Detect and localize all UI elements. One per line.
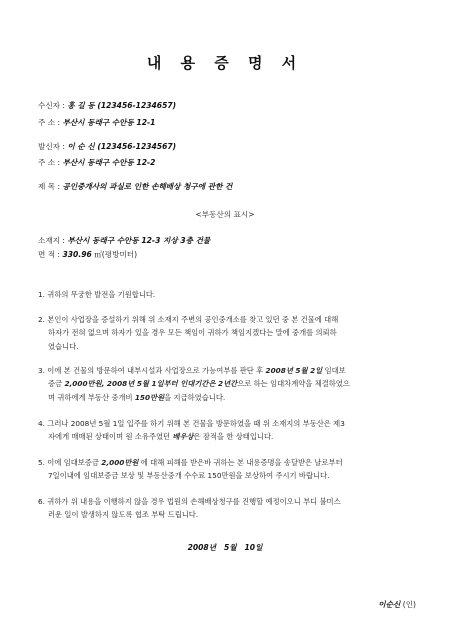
area-line	[38, 250, 137, 260]
subject-line	[38, 182, 232, 192]
sender-address-line	[38, 158, 155, 168]
paragraph-4	[38, 417, 426, 444]
document-date: 2008년 5월 10일	[187, 543, 263, 552]
paragraph-6-line-1: 6. 귀하가 위 내용을 이행하지 않을 경우 법원의 손해배상청구를 진행할 예정이오니 부디 불미스	[38, 497, 341, 506]
paragraph-5-line-1	[38, 456, 426, 469]
paragraph-3-line-1-hand: 2008년 5월 2일	[265, 366, 323, 375]
recipient-address-value: 부산시 동래구 수안동 12-1	[62, 118, 156, 127]
recipient-address-label: 주 소 :	[38, 118, 61, 127]
paragraph-5-line-1-pre: 5. 이에 임대보증금	[38, 458, 99, 467]
document-title: 내 용 증 명 서	[146, 54, 304, 72]
sender-address-label: 주 소 :	[38, 158, 61, 167]
property-heading: <부동산의 표시>	[195, 210, 255, 219]
area-label: 면 적 :	[38, 250, 61, 259]
recipient-value: 홍 길 동 (123456-1234657)	[67, 101, 177, 110]
paragraph-3-line-1-post: 임대보	[324, 366, 346, 375]
paragraph-2-line-3: 였습니다.	[48, 341, 79, 351]
recipient-address-line	[38, 118, 155, 128]
sender-value: 이 순 신 (123456-1234567)	[67, 142, 177, 151]
paragraph-5-line-2: 7일이내에 임대보증금 보상 및 부동산중개 수수료 150만원을 보상하여 주시기 바랍니다.	[48, 471, 330, 481]
location-line	[38, 236, 210, 246]
paragraph-3	[38, 364, 426, 404]
signature-name: 이순신	[378, 600, 401, 609]
paragraph-4-line-2	[38, 430, 426, 443]
paragraph-5-line-1-hand: 2,000만원	[101, 458, 139, 467]
paragraph-3-line-3-hand: 150만원	[134, 392, 165, 402]
paragraph-3-line-2-pre: 증금	[48, 379, 63, 389]
recipient-line	[38, 101, 176, 111]
paragraph-5	[38, 456, 426, 483]
location-value: 부산시 동래구 수안동 12-3 지상 3층 건물	[67, 236, 211, 245]
paragraph-2-line-2: 하자가 전혀 없으며 하자가 있을 경우 모든 책임이 귀하가 책임지겠다는 말에 중개를 의뢰하	[48, 328, 337, 338]
paragraph-1	[38, 288, 426, 301]
paragraph-4-line-1: 4. 그러나 2008년 5월 1일 입주를 하기 위해 본 건물을 방문하였을 때 위 소재지의 부동산은 제3	[38, 419, 345, 428]
sender-line	[38, 142, 176, 152]
area-value: 330.96	[62, 250, 92, 259]
paragraph-2-line-1: 2. 본인이 사업장을 증설하기 위해 위 소재지 주변의 공인중개소를 찾고 있던 중 본 건물에 대해	[38, 315, 339, 324]
subject-label: 제 목 :	[38, 182, 61, 191]
paragraph-2	[38, 313, 426, 353]
paragraph-6	[38, 495, 426, 522]
paragraph-4-line-2-hand: 배우상	[172, 432, 194, 442]
sender-address-value: 부산시 동래구 수안동 12-2	[62, 158, 156, 167]
paragraph-5-line-1-post: 에 대해 피해를 받은바 귀하는 본 내용증명을 송달받은 날로부터	[140, 458, 343, 467]
paragraph-3-line-2-hand: 2,000만원, 2008년 5월 1일부터 인대기간은 2년간	[64, 379, 238, 389]
paragraph-4-line-2-pre: 자에게 매매된 상태이며 원 소유주였던	[48, 432, 171, 442]
paragraph-3-line-3-pre: 며 귀하에게 부동산 중개비	[48, 392, 133, 402]
area-unit: ㎡(평방미터)	[94, 250, 138, 259]
paragraph-3-line-2	[38, 377, 426, 390]
paragraph-6-line-2: 러운 일이 발생하지 않도록 협조 부탁 드립니다.	[48, 510, 199, 520]
signature-seal: (인)	[402, 600, 416, 609]
paragraph-3-line-1	[38, 364, 426, 377]
signature-block	[378, 599, 416, 610]
paragraph-3-line-1-pre: 3. 이에 본 건물의 방문하여 내부시설과 사업장으로 가능여부를 판단 후	[38, 366, 264, 375]
paragraph-1-line: 1. 귀하의 무궁한 발전을 기원합니다.	[38, 290, 156, 299]
paragraph-3-line-3	[38, 391, 426, 404]
recipient-label: 수신자 :	[38, 101, 65, 110]
location-label: 소재지 :	[38, 236, 65, 245]
paragraph-3-line-3-post: 을 지급하였습니다.	[164, 392, 226, 402]
paragraph-3-line-2-post: 으로 하는 임대차계약을 체결하였으	[237, 379, 350, 389]
sender-label: 발신자 :	[38, 142, 65, 151]
subject-value: 공인중개사의 과실로 인한 손해배상 청구에 관한 건	[62, 182, 233, 191]
paragraph-4-line-2-post: 은 잠적을 한 상태입니다.	[193, 432, 274, 442]
